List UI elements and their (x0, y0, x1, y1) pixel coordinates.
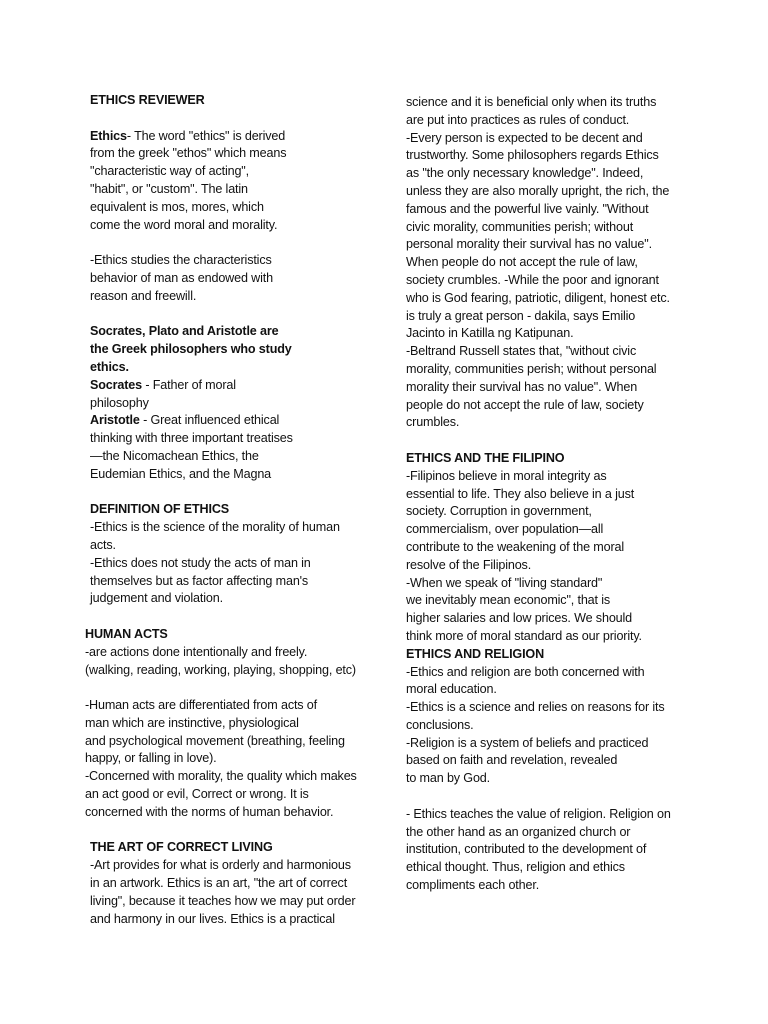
every-person-line: Jacinto in Katilla ng Katipunan. (406, 326, 574, 341)
living-standard-line: higher salaries and low prices. We should (406, 611, 633, 626)
aristotle-line (85, 412, 375, 430)
definition-line: acts. (90, 537, 116, 552)
every-person-line: who is God fearing, patriotic, diligent, honest etc. (406, 290, 670, 305)
value-of-religion-line: ethical thought. Thus, religion and ethics (406, 860, 625, 875)
human-acts-diff-line: man which are instinctive, physiological (85, 715, 299, 730)
spacer (85, 608, 375, 626)
every-person-line: as "the only necessary knowledge". Indeed, (406, 166, 644, 181)
religion-line: conclusions. (406, 717, 474, 732)
aristotle-line: —the Nicomachean Ethics, the (90, 448, 259, 463)
filipino-line: society. Corruption in government, (406, 504, 592, 519)
spacer (85, 679, 375, 697)
human-acts-line: (walking, reading, working, playing, shopping, etc) (85, 662, 356, 677)
every-person-line: civic morality, communities perish; without (406, 219, 634, 234)
value-of-religion-line: - Ethics teaches the value of religion. Religion on (406, 806, 671, 821)
socrates-line: philosophy (90, 395, 149, 410)
value-of-religion-line: the other hand as an organized church or (406, 824, 631, 839)
every-person-line: famous and the powerful live vainly. "Without (406, 201, 649, 216)
human-acts-diff-line: -Human acts are differentiated from acts of (85, 698, 318, 713)
religion-line: moral education. (406, 682, 497, 697)
spacer (85, 110, 375, 128)
definition-line: -Ethics is the science of the morality of human (90, 520, 340, 535)
socrates-text: - Father of moral (142, 377, 236, 392)
aristotle-line: Eudemian Ethics, and the Magna (90, 466, 272, 481)
value-of-religion-line: compliments each other. (406, 878, 540, 893)
russell-line: -Beltrand Russell states that, "without civic (406, 344, 637, 359)
spacer (85, 306, 375, 324)
morality-line: -Concerned with morality, the quality which makes (85, 769, 357, 784)
every-person-line: is truly a great person - dakila, says Emilio (406, 308, 636, 323)
living-standard-line: think more of moral standard as our priority. (406, 628, 642, 643)
art-of-living-heading: THE ART OF CORRECT LIVING (90, 840, 273, 855)
morality-line: concerned with the norms of human behavior. (85, 804, 334, 819)
value-of-religion-line: institution, contributed to the development of (406, 842, 647, 857)
ethics-definition-line: equivalent is mos, mores, which (90, 199, 264, 214)
religion-line: -Ethics and religion are both concerned with (406, 664, 645, 679)
ethics-studies-line: reason and freewill. (90, 288, 197, 303)
art-of-living-line: living", because it teaches how we may put order (90, 893, 356, 908)
russell-line: crumbles. (406, 415, 460, 430)
every-person-line: unless they are also morally upright, the rich, the (406, 183, 670, 198)
ethics-studies-line: -Ethics studies the characteristics (90, 253, 272, 268)
spacer (85, 234, 375, 252)
filipino-line: contribute to the weakening of the moral (406, 539, 625, 554)
filipino-line: essential to life. They also believe in a just (406, 486, 635, 501)
ethics-definition-line: "habit", or "custom". The latin (90, 181, 248, 196)
russell-line: morality their survival has no value". When (406, 379, 638, 394)
religion-line: to man by God. (406, 771, 491, 786)
spacer (406, 432, 696, 450)
every-person-line: trustworthy. Some philosophers regards Ethics (406, 148, 659, 163)
religion-heading: ETHICS AND RELIGION (406, 646, 545, 661)
spacer (85, 484, 375, 502)
morality-line: an act good or evil, Correct or wrong. It is (85, 787, 309, 802)
human-acts-diff-line: happy, or falling in love). (85, 751, 217, 766)
religion-line: based on faith and revelation, revealed (406, 753, 618, 768)
aristotle-text: - Great influenced ethical (139, 413, 280, 428)
spacer (85, 822, 375, 840)
definition-line: -Ethics does not study the acts of man in (90, 555, 311, 570)
religion-line: -Ethics is a science and relies on reasons for its (406, 700, 665, 715)
ethics-definition-line (85, 128, 375, 146)
definition-line: themselves but as factor affecting man's (90, 573, 309, 588)
ethics-term: Ethics (90, 128, 127, 143)
art-of-living-line: and harmony in our lives. Ethics is a practical (90, 911, 335, 926)
every-person-line: society crumbles. -While the poor and ignorant (406, 272, 659, 287)
every-person-line: -Every person is expected to be decent and (406, 130, 643, 145)
filipino-line: commercialism, over population—all (406, 522, 604, 537)
russell-line: people do not accept the rule of law, society (406, 397, 644, 412)
greek-philosophers-line: the Greek philosophers who study (90, 342, 292, 357)
religion-line: -Religion is a system of beliefs and practiced (406, 735, 649, 750)
right-column (406, 94, 696, 895)
living-standard-line: we inevitably mean economic", that is (406, 593, 611, 608)
aristotle-term: Aristotle (90, 413, 140, 428)
ethics-definition-text: - The word "ethics" is derived (126, 128, 286, 143)
aristotle-line: thinking with three important treatises (90, 431, 293, 446)
human-acts-heading: HUMAN ACTS (85, 626, 168, 641)
every-person-line: When people do not accept the rule of law, (406, 255, 638, 270)
every-person-line: personal morality their survival has no value". (406, 237, 652, 252)
ethics-definition-line: "characteristic way of acting", (90, 164, 249, 179)
ethics-definition-line: come the word moral and morality. (90, 217, 278, 232)
definition-line: judgement and violation. (90, 591, 223, 606)
russell-line: morality, communities perish; without personal (406, 361, 657, 376)
document-title: ETHICS REVIEWER (90, 93, 205, 107)
art-of-living-line: in an artwork. Ethics is an art, "the art of correct (90, 876, 348, 891)
human-acts-line: -are actions done intentionally and freely. (85, 644, 308, 659)
ethics-definition-line: from the greek "ethos" which means (90, 146, 287, 161)
greek-philosophers-line: ethics. (90, 359, 129, 374)
art-of-living-line: -Art provides for what is orderly and harmonious (90, 858, 351, 873)
left-column (85, 92, 375, 928)
living-standard-line: -When we speak of "living standard" (406, 575, 603, 590)
socrates-line (85, 377, 375, 395)
continuation-line: science and it is beneficial only when its truths (406, 95, 657, 109)
filipino-heading: ETHICS AND THE FILIPINO (406, 450, 565, 465)
definition-heading: DEFINITION OF ETHICS (90, 502, 230, 517)
filipino-line: -Filipinos believe in moral integrity as (406, 468, 607, 483)
continuation-line: are put into practices as rules of conduct. (406, 112, 630, 127)
socrates-term: Socrates (90, 377, 143, 392)
spacer (406, 788, 696, 806)
greek-philosophers-line: Socrates, Plato and Aristotle are (90, 324, 279, 339)
ethics-studies-line: behavior of man as endowed with (90, 270, 273, 285)
human-acts-diff-line: and psychological movement (breathing, feeling (85, 733, 345, 748)
filipino-line: resolve of the Filipinos. (406, 557, 532, 572)
